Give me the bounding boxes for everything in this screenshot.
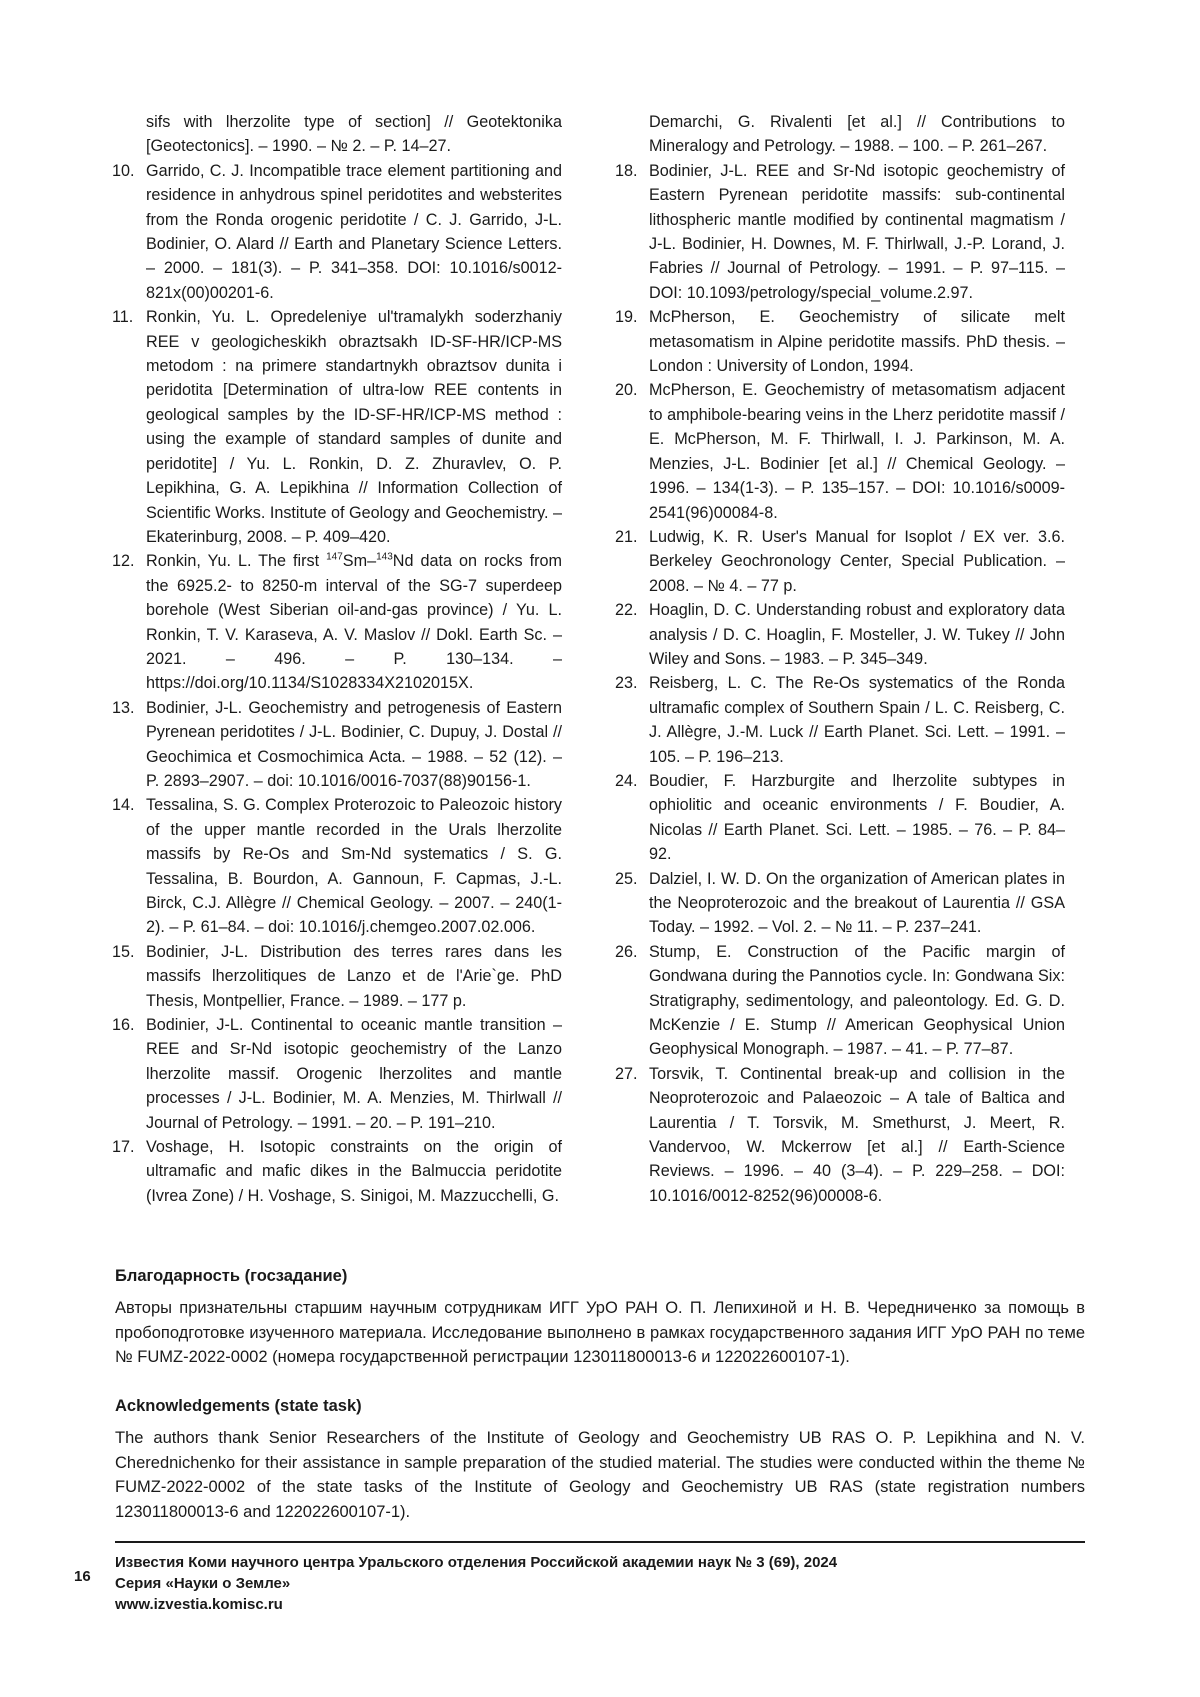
reference-item [615,525,1065,598]
footer [115,1552,837,1615]
acknowledgement-english-title: Acknowledgements (state task) [115,1397,362,1415]
reference-text: Bodinier, J-L. Geochemistry and petrogenesis of Eastern Pyrenean peridotites / J-L. Bodinier, C. Dupuy, J. Dostal // Geochimica et Cosmochimica Acta. – 1988. – 52 (12). – P. 2893–2907. – doi: 10.1016/0016-7037(88)90156-1. [146,698,562,790]
reference-item [112,110,562,159]
reference-text: McPherson, E. Geochemistry of metasomatism adjacent to amphibole-bearing veins in the Lherz peridotite massif / E. McPherson, M. F. Thirlwall, I. J. Parkinson, M. A. Menzies, J-L. Bodinier [et al.] // Chemical Geology. – 1996. – 134(1-3). – P. 135–157. – DOI: 10.1016/s0009-2541(96)00084-8. [649,381,1065,522]
page-number: 16 [74,1568,91,1585]
reference-number: 16. [112,1016,135,1035]
reference-item [615,867,1065,940]
reference-text: Boudier, F. Harzburgite and lherzolite subtypes in ophiolitic and oceanic environments / F. Boudier, A. Nicolas // Earth Planet. Sci. Lett. – 1985. – 76. – P. 84–92. [649,771,1065,864]
reference-item [615,671,1065,769]
reference-text: Ronkin, Yu. L. Opredeleniye ul'tramalykh soderzhaniy REE v geologicheskikh obraztsakh ID-SF-HR/ICP-MS metodom : na primere standartnykh obraztsov dunita i peridotita [Determination of ultra-low REE contents in geological samples by the ID-SF-HR/ICP-MS method : using the example of standard samples of dunite and peridotite] / Yu. L. Ronkin, D. Z. Zhuravlev, O. P. Lepikhina, G. A. Lepikhina // Information Collection of Scientific Works. Institute of Geology and Geochemistry. – Ekaterinburg, 2008. – P. 409–420. [146,308,562,546]
isotope-superscript: 143 [376,551,393,563]
acknowledgement-russian [115,1264,1085,1370]
reference-item [615,598,1065,671]
reference-text: Bodinier, J-L. Continental to oceanic mantle transition – REE and Sr-Nd isotopic geochemistry of the Lanzo lherzolite massif. Orogenic lherzolites and mantle processes / J-L. Bodinier, M. A. Menzies, M. Thirlwall // Journal of Petrology. – 1991. – 20. – P. 191–210. [146,1016,562,1132]
reference-number: 13. [112,698,135,717]
journal-title: Известия Коми научного центра Уральского отделения Российской академии наук № 3 (69), 2024 [115,1554,838,1571]
references-left-column [112,110,562,1208]
reference-number: 25. [615,869,638,888]
reference-text: Demarchi, G. Rivalenti [et al.] // Contributions to Mineralogy and Petrology. – 1988. – 100. – P. 261–267. [649,113,1065,156]
footer-divider [115,1541,1085,1543]
reference-number: 27. [615,1064,638,1083]
reference-number: 10. [112,161,135,180]
reference-number: 21. [615,527,638,546]
reference-item [112,159,562,305]
reference-number: 19. [615,308,638,327]
reference-item [615,110,1065,159]
acknowledgement-english-text: The authors thank Senior Researchers of the Institute of Geology and Geochemistry UB RAS O. P. Lepikhina and N. V. Cherednichenko for their assistance in sample preparation of the studied material. The studies were conducted within the theme № FUMZ-2022-0002 of the state tasks of the Institute of Geology and Geochemistry UB RAS (state registration numbers 123011800013-6 and 122022600107-1). [115,1429,1085,1521]
reference-item [112,305,562,549]
reference-text-part: Ronkin, Yu. L. The first [146,552,327,571]
reference-item [615,769,1065,867]
reference-number: 14. [112,796,135,815]
reference-item [112,793,562,939]
reference-item [615,305,1065,378]
reference-item [112,940,562,1013]
reference-item [615,940,1065,1062]
references-right-column [615,110,1065,1208]
reference-number: 26. [615,942,638,961]
reference-item [112,696,562,794]
reference-number: 23. [615,674,638,693]
reference-item [112,1013,562,1135]
isotope-superscript: 147 [326,551,343,563]
reference-text: Bodinier, J-L. REE and Sr-Nd isotopic geochemistry of Eastern Pyrenean peridotite massifs: sub-continental lithospheric mantle modified by continental magmatism / J-L. Bodinier, H. Downes, M. F. Thirlwall, J.-P. Lorand, J. Fabries // Journal of Petrology. – 1991. – P. 97–115. – DOI: 10.1093/petrology/special_volume.2.97. [649,161,1065,302]
reference-text: Reisberg, L. C. The Re-Os systematics of the Ronda ultramafic complex of Southern Spain / L. C. Reisberg, C. J. Allègre, J.-M. Luck // Earth Planet. Sci. Lett. – 1991. – 105. – P. 196–213. [649,674,1065,766]
reference-item [615,159,1065,305]
reference-number: 24. [615,771,638,790]
reference-text: Voshage, H. Isotopic constraints on the origin of ultramafic and mafic dikes in the Balmuccia peridotite (Ivrea Zone) / H. Voshage, S. Sinigoi, M. Mazzucchelli, G. [146,1138,562,1205]
reference-item [615,378,1065,524]
reference-number: 20. [615,381,638,400]
reference-text: Tessalina, S. G. Complex Proterozoic to Paleozoic history of the upper mantle recorded in the Urals lherzolite massifs by Re-Os and Sm-Nd systematics / S. G. Tessalina, B. Bourdon, A. Gannoun, F. Capmas, J.-L. Birck, C.J. Allègre // Chemical Geology. – 2007. – 240(1-2). – P. 61–84. – doi: 10.1016/j.chemgeo.2007.02.006. [146,796,562,937]
reference-text: Torsvik, T. Continental break-up and collision in the Neoproterozoic and Palaeozoic – A tale of Baltica and Laurentia / T. Torsvik, M. Smethurst, J. Meert, R. Vandervoo, W. Mckerrow [et al.] // Earth-Science Reviews. – 1996. – 40 (3–4). – P. 229–258. – DOI: 10.1016/0012-8252(96)00008-6. [649,1064,1065,1205]
reference-item [112,549,562,695]
acknowledgement-russian-title: Благодарность (госзадание) [115,1267,348,1285]
reference-number: 11. [112,308,134,327]
reference-number: 22. [615,601,638,620]
reference-number: 17. [112,1138,135,1157]
acknowledgement-russian-text: Авторы признательны старшим научным сотрудникам ИГГ УрО РАН О. П. Лепихиной и Н. В. Чередниченко за помощь в пробоподготовке изученного материала. Исследование выполнено в рамках государственного задания ИГГ УрО РАН по теме № FUMZ-2022-0002 (номера государственной регистрации 123011800013-6 и 122022600107-1). [115,1299,1085,1366]
reference-item [615,1062,1065,1208]
reference-text-part: Nd data on rocks from the 6925.2- to 8250-m interval of the SG-7 superdeep borehole (West Siberian oil-and-gas province) / Yu. L. Ronkin, T. V. Karaseva, A. V. Maslov // Dokl. Earth Sc. – 2021. – 496. – P. 130–134. – https://doi.org/10.1134/S1028334X2102015X. [146,552,562,693]
reference-text: Bodinier, J-L. Distribution des terres rares dans les massifs lherzolitiques de Lanzo et de l'Arie`ge. PhD Thesis, Montpellier, France. – 1989. – 177 p. [146,942,562,1010]
reference-number: 15. [112,942,135,961]
reference-number: 12. [112,552,135,571]
reference-text: Garrido, C. J. Incompatible trace element partitioning and residence in anhydrous spinel peridotites and websterites from the Ronda orogenic peridotite / C. J. Garrido, J-L. Bodinier, O. Alard // Earth and Planetary Science Letters. – 2000. – 181(3). – P. 341–358. DOI: 10.1016/s0012-821x(00)00201-6. [146,161,562,302]
acknowledgement-english [115,1394,1085,1524]
reference-number: 18. [615,161,638,180]
reference-text: Stump, E. Construction of the Pacific margin of Gondwana during the Pannotios cycle. In: Gondwana Six: Stratigraphy, sedimentology, and paleontology. Ed. G. D. McKenzie / E. Stump // American Geophysical Union Geophysical Monograph. – 1987. – 41. – P. 77–87. [649,942,1065,1059]
reference-text: Hoaglin, D. C. Understanding robust and exploratory data analysis / D. C. Hoaglin, F. Mosteller, J. W. Tukey // John Wiley and Sons. – 1983. – P. 345–349. [649,601,1065,668]
reference-item [112,1135,562,1208]
journal-series: Серия «Науки о Земле» [115,1575,291,1592]
reference-text: sifs with lherzolite type of section] // Geotektonika [Geotectonics]. – 1990. – № 2. – P. 14–27. [146,113,562,156]
reference-text: Dalziel, I. W. D. On the organization of American plates in the Neoproterozoic and the breakout of Laurentia // GSA Today. – 1992. – Vol. 2. – № 11. – P. 237–241. [649,869,1065,937]
journal-website-link[interactable]: www.izvestia.komisc.ru [115,1596,283,1613]
reference-text [146,552,562,692]
reference-text-part: Sm– [342,552,377,571]
reference-text: Ludwig, K. R. User's Manual for Isoplot / EX ver. 3.6. Berkeley Geochronology Center, Special Publication. – 2008. – № 4. – 77 p. [649,527,1065,595]
reference-text: McPherson, E. Geochemistry of silicate melt metasomatism in Alpine peridotite massifs. PhD thesis. – London : University of London, 1994. [649,308,1065,376]
